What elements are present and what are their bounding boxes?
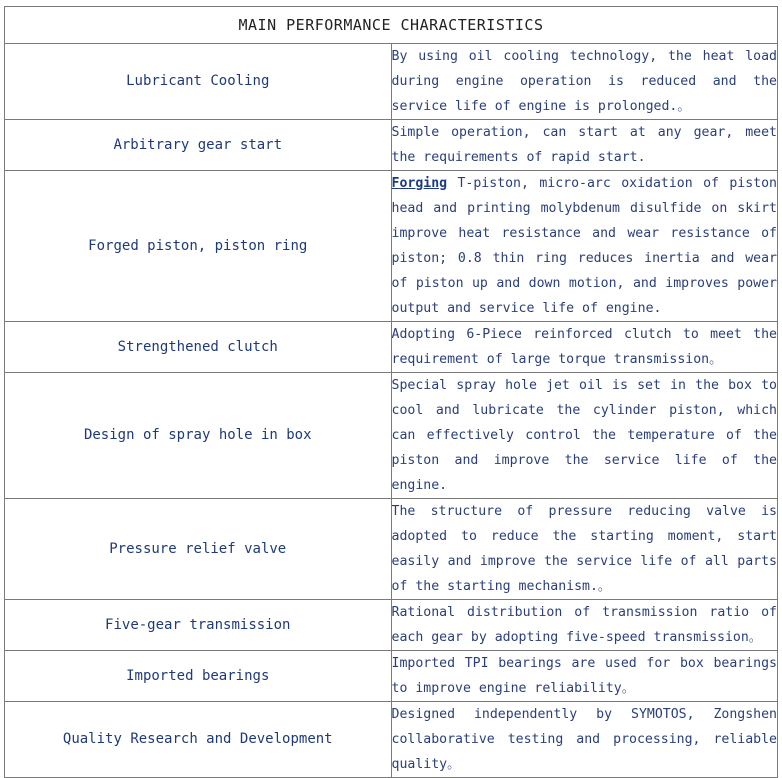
feature-description bbox=[391, 322, 778, 373]
table-row bbox=[5, 600, 778, 651]
description-text: Adopting 6-Piece reinforced clutch to meet the requirement of large torque transmission。 bbox=[391, 327, 777, 367]
feature-description bbox=[391, 171, 778, 322]
feature-description bbox=[391, 702, 778, 778]
feature-name: Five-gear transmission bbox=[5, 600, 392, 651]
description-text: Imported TPI bearings are used for box bearings to improve engine reliability。 bbox=[391, 656, 777, 696]
feature-description bbox=[391, 651, 778, 702]
table-row bbox=[5, 651, 778, 702]
table-row bbox=[5, 120, 778, 171]
feature-name: Arbitrary gear start bbox=[5, 120, 392, 171]
table-row bbox=[5, 373, 778, 499]
table-title: MAIN PERFORMANCE CHARACTERISTICS bbox=[5, 7, 778, 44]
feature-name: Forged piston, piston ring bbox=[5, 171, 392, 322]
table-row bbox=[5, 44, 778, 120]
feature-name: Quality Research and Development bbox=[5, 702, 392, 778]
description-text: Designed independently by SYMOTOS, Zongshen collaborative testing and processing, reliable quality。 bbox=[391, 707, 777, 772]
feature-description bbox=[391, 44, 778, 120]
feature-name: Imported bearings bbox=[5, 651, 392, 702]
feature-description bbox=[391, 499, 778, 600]
description-text: Special spray hole jet oil is set in the box to cool and lubricate the cylinder piston, which can effectively control the temperature of the piston and improve the service life of the engine. bbox=[391, 378, 777, 493]
feature-name: Lubricant Cooling bbox=[5, 44, 392, 120]
feature-description bbox=[391, 120, 778, 171]
description-text: By using oil cooling technology, the heat load during engine operation is reduced and the service life of engine is prolonged.。 bbox=[391, 49, 777, 114]
feature-name: Design of spray hole in box bbox=[5, 373, 392, 499]
feature-description bbox=[391, 373, 778, 499]
table-row bbox=[5, 322, 778, 373]
description-text: Simple operation, can start at any gear, meet the requirements of rapid start. bbox=[391, 125, 777, 165]
table-row bbox=[5, 171, 778, 322]
description-text: Rational distribution of transmission ratio of each gear by adopting five-speed transmission。 bbox=[391, 605, 777, 645]
feature-name: Pressure relief valve bbox=[5, 499, 392, 600]
lead-word: Forging bbox=[391, 176, 448, 191]
description-text: T-piston, micro-arc oxidation of piston head and printing molybdenum disulfide on skirt improve heat resistance and wear resistance of piston; 0.8 thin ring reduces inertia and wear of piston up and down motion, and improves power output and service life of engine. bbox=[391, 176, 777, 316]
performance-table bbox=[4, 6, 778, 778]
feature-description bbox=[391, 600, 778, 651]
table-row bbox=[5, 499, 778, 600]
title-row bbox=[5, 7, 778, 44]
feature-name: Strengthened clutch bbox=[5, 322, 392, 373]
description-text: The structure of pressure reducing valve is adopted to reduce the starting moment, start easily and improve the service life of all parts of the starting mechanism.。 bbox=[391, 504, 777, 594]
table-row bbox=[5, 702, 778, 778]
